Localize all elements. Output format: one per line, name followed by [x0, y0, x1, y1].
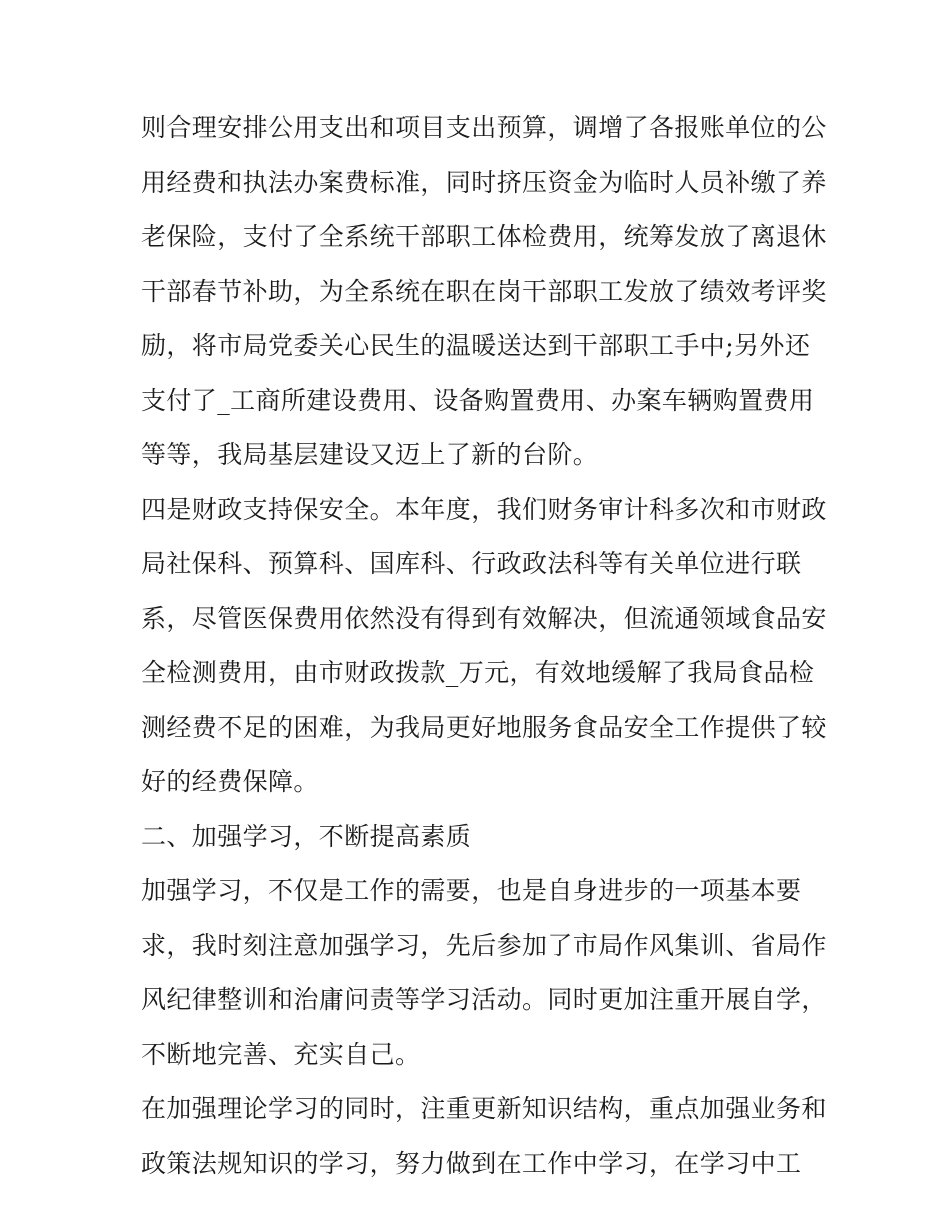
text-line: 在加强理论学习的同时，注重更新知识结构，重点加强业务和: [141, 1094, 827, 1123]
text-line: 求，我时刻注意加强学习，先后参加了市局作风集训、省局作: [141, 930, 827, 960]
text-line: 风纪律整训和治庸问责等学习活动。同时更加注重开展自学，: [141, 985, 827, 1014]
text-line: 支付了_工商所建设费用、设备购置费用、办案车辆购置费用: [141, 385, 815, 415]
document-body: [141, 101, 827, 1191]
text-line: 测经费不足的困难，为我局更好地服务食品安全工作提供了较: [141, 712, 827, 742]
text-line: 全检测费用，由市财政拨款_万元，有效地缓解了我局食品检: [141, 658, 815, 687]
text-line: 系，尽管医保费用依然没有得到有效解决，但流通领域食品安: [141, 603, 827, 633]
text-line: 局社保科、预算科、国库科、行政政法科等有关单位进行联: [141, 549, 802, 578]
text-line: 则合理安排公用支出和项目支出预算，调增了各报账单位的公: [141, 113, 827, 142]
text-line: 励，将市局党委关心民生的温暖送达到干部职工手中;另外还: [141, 331, 811, 360]
text-line: 政策法规知识的学习，努力做到在工作中学习，在学习中工: [141, 1148, 802, 1178]
text-line: 加强学习，不仅是工作的需要，也是自身进步的一项基本要: [141, 876, 802, 905]
text-line: 干部春节补助，为全系统在职在岗干部职工发放了绩效考评奖: [141, 276, 827, 306]
text-line: 不断地完善、充实自己。: [141, 1039, 421, 1069]
text-line: 四是财政支持保安全。本年度，我们财务审计科多次和市财政: [141, 494, 827, 524]
text-line: 老保险，支付了全系统干部职工体检费用，统筹发放了离退休: [141, 222, 827, 251]
text-line: 好的经费保障。: [141, 767, 319, 796]
text-line: 用经费和执法办案费标准，同时挤压资金为临时人员补缴了养: [141, 167, 827, 197]
text-line: 等等，我局基层建设又迈上了新的台阶。: [141, 440, 599, 469]
section-heading: 二、加强学习，不断提高素质: [141, 821, 472, 851]
